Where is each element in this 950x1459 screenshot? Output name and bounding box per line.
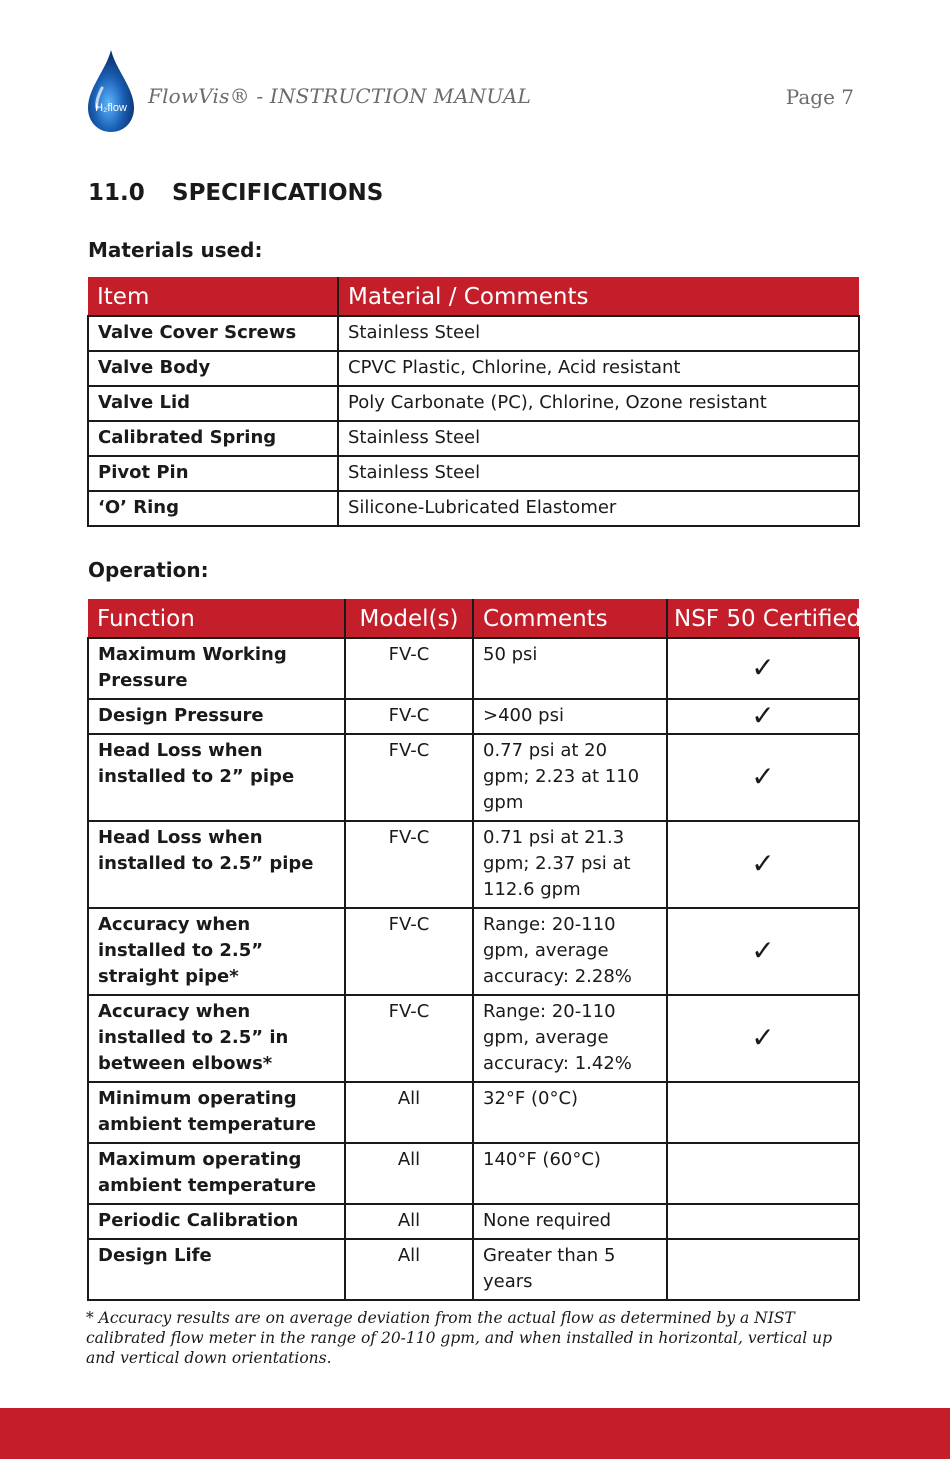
material-cell: Stainless Steel: [338, 421, 859, 456]
table-row: [88, 1239, 859, 1300]
nsf-checkmark-icon: ✓: [667, 821, 859, 908]
nsf-checkmark-icon: ✓: [667, 995, 859, 1082]
comments-cell: None required: [473, 1204, 667, 1239]
function-cell: Head Loss when installed to 2” pipe: [88, 734, 345, 821]
function-cell: Accuracy when installed to 2.5” in between elbows*: [88, 995, 345, 1082]
section-heading: [88, 180, 383, 206]
nsf-checkmark-icon: ✓: [667, 908, 859, 995]
item-cell: Pivot Pin: [88, 456, 338, 491]
nsf-checkmark-icon: ✓: [667, 699, 859, 734]
table-row: [88, 1082, 859, 1143]
model-cell: FV-C: [345, 638, 473, 699]
table-row: [88, 699, 859, 734]
comments-cell: 0.71 psi at 21.3 gpm; 2.37 psi at 112.6 gpm: [473, 821, 667, 908]
comments-cell: Greater than 5 years: [473, 1239, 667, 1300]
footnote: * Accuracy results are on average deviation from the actual flow as determined by a NIST calibrated flow meter in the range of 20-110 gpm, and when installed in horizontal, vertical up and vertical down orientations.: [86, 1309, 833, 1367]
table-row: [88, 1143, 859, 1204]
nsf-cell: [667, 1204, 859, 1239]
table-row: [88, 386, 859, 421]
function-cell: Periodic Calibration: [88, 1204, 345, 1239]
item-cell: Calibrated Spring: [88, 421, 338, 456]
function-cell: Maximum Working Pressure: [88, 638, 345, 699]
materials-heading: Materials used:: [88, 238, 263, 262]
materials-header-row: [88, 277, 859, 316]
nsf-cell: [667, 1082, 859, 1143]
function-cell: Design Life: [88, 1239, 345, 1300]
h2flow-water-drop-logo-icon: [86, 48, 136, 134]
comments-cell: Range: 20-110 gpm, average accuracy: 1.42%: [473, 995, 667, 1082]
function-cell: Head Loss when installed to 2.5” pipe: [88, 821, 345, 908]
model-cell: FV-C: [345, 821, 473, 908]
model-cell: FV-C: [345, 908, 473, 995]
material-cell: Stainless Steel: [338, 456, 859, 491]
table-row: [88, 1204, 859, 1239]
material-cell: CPVC Plastic, Chlorine, Acid resistant: [338, 351, 859, 386]
item-cell: ‘O’ Ring: [88, 491, 338, 526]
table-row: [88, 351, 859, 386]
item-cell: Valve Lid: [88, 386, 338, 421]
comments-cell: 140°F (60°C): [473, 1143, 667, 1204]
model-cell: FV-C: [345, 699, 473, 734]
section-number: 11.0: [88, 180, 145, 206]
section-title: SPECIFICATIONS: [172, 180, 384, 206]
table-row: [88, 316, 859, 351]
table-row: [88, 908, 859, 995]
comments-cell: 32°F (0°C): [473, 1082, 667, 1143]
comments-cell: 50 psi: [473, 638, 667, 699]
page-number: Page 7: [785, 85, 854, 109]
item-cell: Valve Cover Screws: [88, 316, 338, 351]
comments-cell: >400 psi: [473, 699, 667, 734]
table-row: [88, 995, 859, 1082]
function-cell: Maximum operating ambient temperature: [88, 1143, 345, 1204]
material-cell: Stainless Steel: [338, 316, 859, 351]
column-header-function: Function: [88, 599, 345, 638]
model-cell: All: [345, 1082, 473, 1143]
manual-title: FlowVis® - INSTRUCTION MANUAL: [148, 84, 531, 108]
table-row: [88, 421, 859, 456]
column-header-item: Item: [88, 277, 338, 316]
nsf-cell: [667, 1143, 859, 1204]
function-cell: Accuracy when installed to 2.5” straight pipe*: [88, 908, 345, 995]
column-header-models: Model(s): [345, 599, 473, 638]
operation-header-row: [88, 599, 859, 638]
comments-cell: 0.77 psi at 20 gpm; 2.23 at 110 gpm: [473, 734, 667, 821]
nsf-checkmark-icon: ✓: [667, 734, 859, 821]
model-cell: All: [345, 1143, 473, 1204]
comments-cell: Range: 20-110 gpm, average accuracy: 2.28%: [473, 908, 667, 995]
table-row: [88, 491, 859, 526]
column-header-nsf: NSF 50 Certified: [667, 599, 859, 638]
table-row: [88, 456, 859, 491]
svg-text:H₂flow: H₂flow: [95, 102, 127, 114]
operation-heading: Operation:: [88, 558, 209, 582]
operation-table: [87, 599, 860, 1301]
footer-bar: [0, 1408, 950, 1459]
table-row: [88, 821, 859, 908]
column-header-material: Material / Comments: [338, 277, 859, 316]
model-cell: FV-C: [345, 995, 473, 1082]
table-row: [88, 638, 859, 699]
nsf-checkmark-icon: ✓: [667, 638, 859, 699]
material-cell: Silicone-Lubricated Elastomer: [338, 491, 859, 526]
model-cell: All: [345, 1204, 473, 1239]
item-cell: Valve Body: [88, 351, 338, 386]
materials-table: [87, 277, 860, 527]
model-cell: FV-C: [345, 734, 473, 821]
page-header: [86, 48, 854, 138]
material-cell: Poly Carbonate (PC), Chlorine, Ozone resistant: [338, 386, 859, 421]
column-header-comments: Comments: [473, 599, 667, 638]
nsf-cell: [667, 1239, 859, 1300]
function-cell: Minimum operating ambient temperature: [88, 1082, 345, 1143]
table-row: [88, 734, 859, 821]
function-cell: Design Pressure: [88, 699, 345, 734]
model-cell: All: [345, 1239, 473, 1300]
